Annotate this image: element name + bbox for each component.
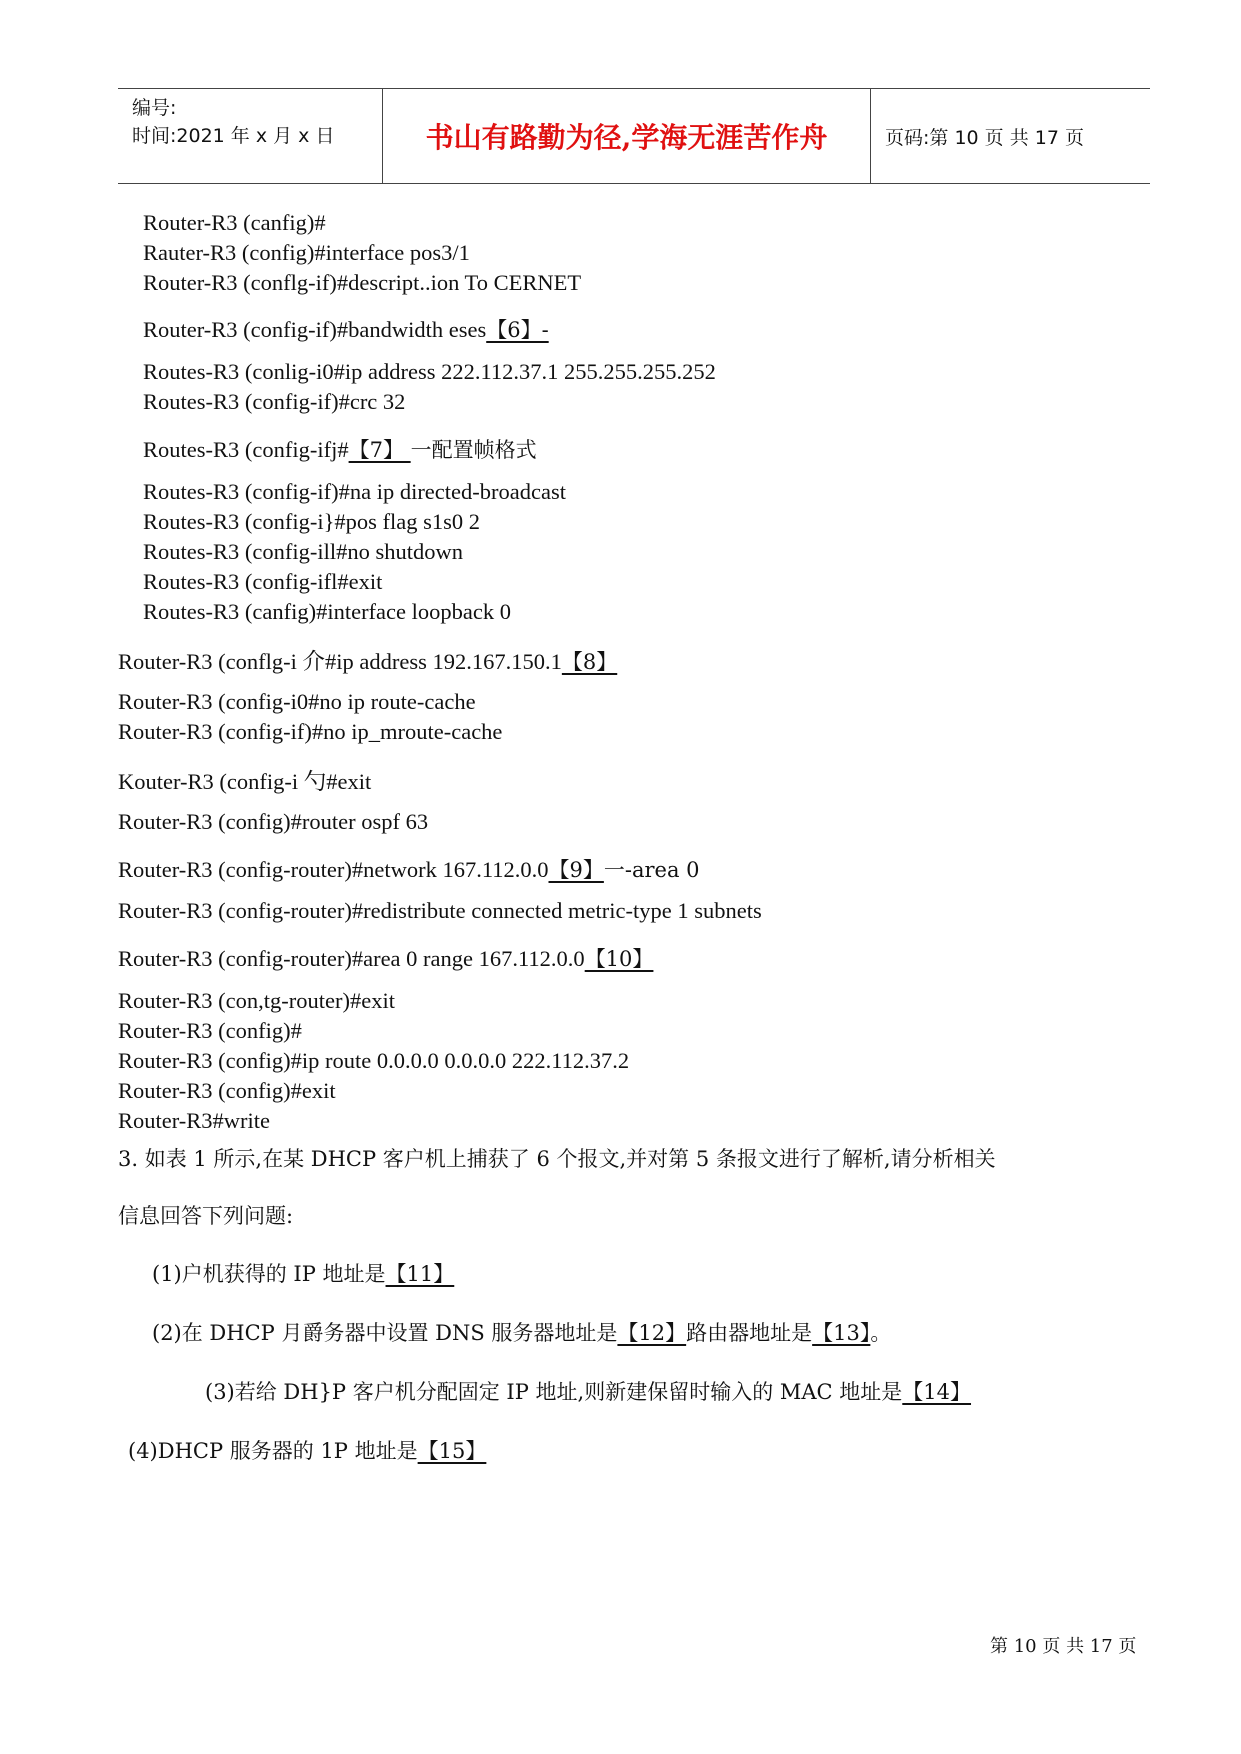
question-2-end: 。	[870, 1321, 892, 1345]
config-line	[143, 599, 511, 625]
answer-blank-11: 【11】	[385, 1262, 455, 1286]
config-line-text: Kouter-R3 (config-i 勺#exit	[118, 769, 372, 794]
config-line-text: Router-R3 (config-router)#network 167.112.0.0	[118, 857, 549, 882]
question-1	[152, 1258, 454, 1288]
config-line	[143, 509, 480, 535]
config-line-text: Router-R3 (config-i0#no ip route-cache	[118, 689, 476, 714]
question-3	[205, 1376, 971, 1406]
config-line	[143, 210, 326, 236]
answer-blank-14: 【14】	[902, 1380, 972, 1404]
config-line	[118, 719, 502, 745]
page-header	[118, 88, 1150, 184]
config-line-note: 一配置帧格式	[410, 438, 537, 462]
config-line	[118, 1018, 302, 1044]
config-line-text: Router-R3 (conflg-if)#descript..ion To CERNET	[143, 270, 582, 295]
config-line-text: Router-R3 (config-router)#redistribute connected metric-type 1 subnets	[118, 898, 762, 923]
answer-blank: 【6】-	[486, 318, 549, 342]
config-line	[118, 764, 371, 796]
config-line	[118, 689, 476, 715]
config-line-text: Routes-R3 (config-if)#na ip directed-broadcast	[143, 479, 566, 504]
config-line	[118, 644, 617, 676]
config-line	[143, 569, 382, 595]
question-2-text: (2)在 DHCP 月爵务器中设置 DNS 服务器地址是	[152, 1321, 618, 1345]
config-line	[118, 1048, 629, 1074]
config-line	[143, 359, 716, 385]
question-3-text: (3)若给 DH}P 客户机分配固定 IP 地址,则新建保留时输入的 MAC 地址是	[205, 1380, 903, 1404]
page-footer: 第 10 页 共 17 页	[990, 1636, 1137, 1657]
config-line-text: Router-R3 (config)#router ospf 63	[118, 809, 429, 834]
config-line-text: Router-R3 (canfig)#	[143, 210, 326, 235]
config-line-text: Routes-R3 (config-ifl#exit	[143, 569, 383, 594]
config-line-text: Router-R3 (config)#ip route 0.0.0.0 0.0.0.0 222.112.37.2	[118, 1048, 630, 1073]
question-4	[128, 1435, 486, 1465]
config-line	[118, 1108, 270, 1134]
document-time-label: 时间:2021 年 x 月 x 日	[132, 125, 335, 147]
question-intro-line-2: 信息回答下列问题:	[118, 1204, 294, 1228]
config-line	[118, 988, 395, 1014]
config-line	[118, 854, 700, 884]
config-line-text: Router-R3 (config)#exit	[118, 1078, 336, 1103]
config-line-text: Router-R3 (con,tg-router)#exit	[118, 988, 395, 1013]
answer-blank-12: 【12】	[617, 1321, 687, 1345]
question-2	[152, 1317, 891, 1347]
config-line	[143, 539, 463, 565]
config-line	[143, 479, 566, 505]
question-1-text: (1)户机获得的 IP 地址是	[152, 1262, 386, 1286]
config-line-text: Rauter-R3 (config)#interface pos3/1	[143, 240, 470, 265]
config-line	[143, 240, 470, 266]
header-page-number: 页码:第 10 页 共 17 页	[885, 126, 1084, 149]
config-line-text: Router-R3 (conflg-i 介#ip address 192.167.150.1	[118, 649, 562, 674]
config-line-text: Routes-R3 (canfig)#interface loopback 0	[143, 599, 511, 624]
header-motto: 书山有路勤为径,学海无涯苦作舟	[382, 89, 871, 183]
config-line-text: Routes-R3 (config-ill#no shutdown	[143, 539, 463, 564]
question-4-text: (4)DHCP 服务器的 1P 地址是	[128, 1439, 418, 1463]
config-line-text: Routes-R3 (config-if)#crc 32	[143, 389, 406, 414]
question-2-mid-text: 路由器地址是	[686, 1321, 813, 1345]
config-line	[143, 270, 581, 296]
config-line	[143, 314, 549, 344]
config-line	[118, 898, 762, 924]
config-line-text: Routes-R3 (config-i}#pos flag s1s0 2	[143, 509, 481, 534]
config-line-text: Routes-R3 (config-ifj#	[143, 437, 349, 462]
config-line-text: Router-R3 (config)#	[118, 1018, 302, 1043]
config-line	[118, 809, 428, 835]
config-line-text: Routes-R3 (conlig-i0#ip address 222.112.37.1 255.255.255.252	[143, 359, 716, 384]
question-intro-line-1: 3. 如表 1 所示,在某 DHCP 客户机上捕获了 6 个报文,并对第 5 条报文进行了解析,请分析相关	[118, 1147, 996, 1171]
config-line	[118, 943, 653, 973]
config-line-text: Router-R3 (config-router)#area 0 range 167.112.0.0	[118, 946, 585, 971]
config-line	[143, 434, 537, 464]
config-line	[143, 389, 405, 415]
config-line-note: 一-area 0	[603, 858, 700, 882]
answer-blank: 【7】	[348, 438, 411, 462]
answer-blank-13: 【13】	[812, 1321, 871, 1345]
answer-blank: 【9】	[548, 858, 604, 882]
config-line	[118, 1078, 336, 1104]
answer-blank-15: 【15】	[417, 1439, 487, 1463]
answer-blank: 【8】	[561, 650, 618, 674]
document-number-label: 编号:	[132, 97, 177, 119]
config-line-text: Router-R3#write	[118, 1108, 271, 1133]
answer-blank: 【10】	[584, 947, 654, 971]
header-meta	[118, 89, 382, 183]
config-line-text: Router-R3 (config-if)#bandwidth eses	[143, 317, 487, 342]
config-line-text: Router-R3 (config-if)#no ip_mroute-cache	[118, 719, 503, 744]
